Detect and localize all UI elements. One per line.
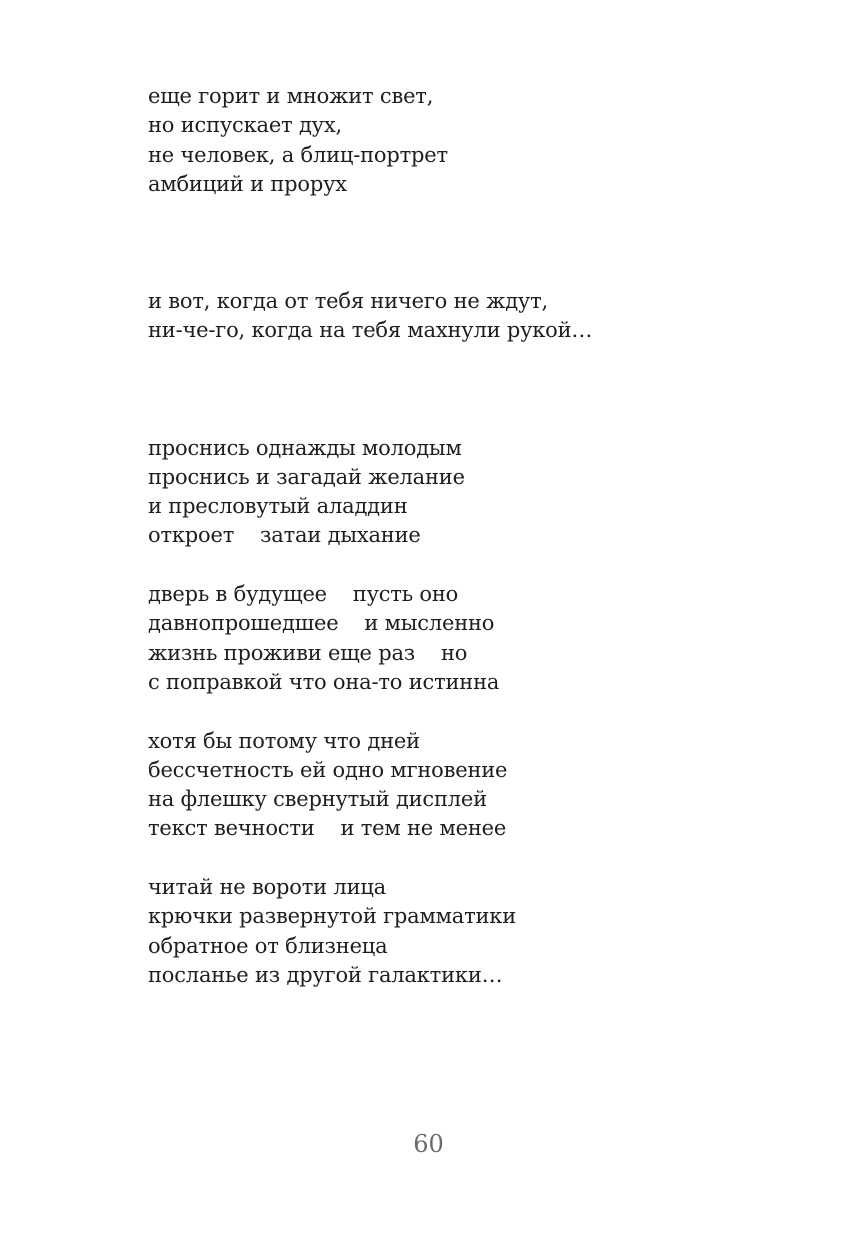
section-break	[148, 199, 768, 287]
poem-line: и вот, когда от тебя ничего не ждут,	[148, 289, 548, 314]
stanza-break	[148, 551, 768, 580]
poem-line: амбиций и прорух	[148, 171, 347, 196]
poem-line: читай не вороти лица	[148, 875, 386, 900]
poem-line: крючки развернутой грамматики	[148, 904, 517, 929]
stanza-break	[148, 844, 768, 873]
poem-line: и пресловутый аладдин	[148, 494, 408, 519]
stanza-1	[148, 82, 768, 199]
poem-line: посланье из другой галактики…	[148, 962, 503, 987]
poem-line: но испускает дух,	[148, 113, 342, 138]
poem-text	[148, 82, 768, 990]
poem-line: проснись однажды молодым	[148, 435, 462, 460]
stanza-3	[148, 434, 768, 551]
stanza-2	[148, 287, 768, 346]
poem-line: с поправкой что она-то истинна	[148, 669, 500, 694]
stanza-6	[148, 873, 768, 990]
poem-line: дверь в будущее пусть оно	[148, 582, 459, 607]
poem-line: ни-че-го, когда на тебя махнули рукой…	[148, 318, 593, 343]
stanza-5	[148, 727, 768, 844]
poem-line: обратное от близнеца	[148, 933, 388, 958]
stanza-break	[148, 697, 768, 726]
poem-line: еще горит и множит свет,	[148, 84, 434, 108]
poem-line: текст вечности и тем не менее	[148, 816, 507, 841]
poem-line: откроет затаи дыхание	[148, 523, 421, 548]
poem-line: проснись и загадай желание	[148, 464, 465, 489]
stanza-4	[148, 580, 768, 697]
poem-line: на флешку свернутый дисплей	[148, 787, 487, 812]
section-break	[148, 346, 768, 434]
poem-line: бессчетность ей одно мгновение	[148, 757, 508, 782]
poem-line: давнопрошедшее и мысленно	[148, 611, 495, 636]
poem-line: не человек, а блиц-портрет	[148, 142, 448, 167]
poem-line: жизнь проживи еще раз но	[148, 640, 468, 665]
page-number: 60	[413, 1130, 444, 1158]
poem-line: хотя бы потому что дней	[148, 728, 420, 753]
